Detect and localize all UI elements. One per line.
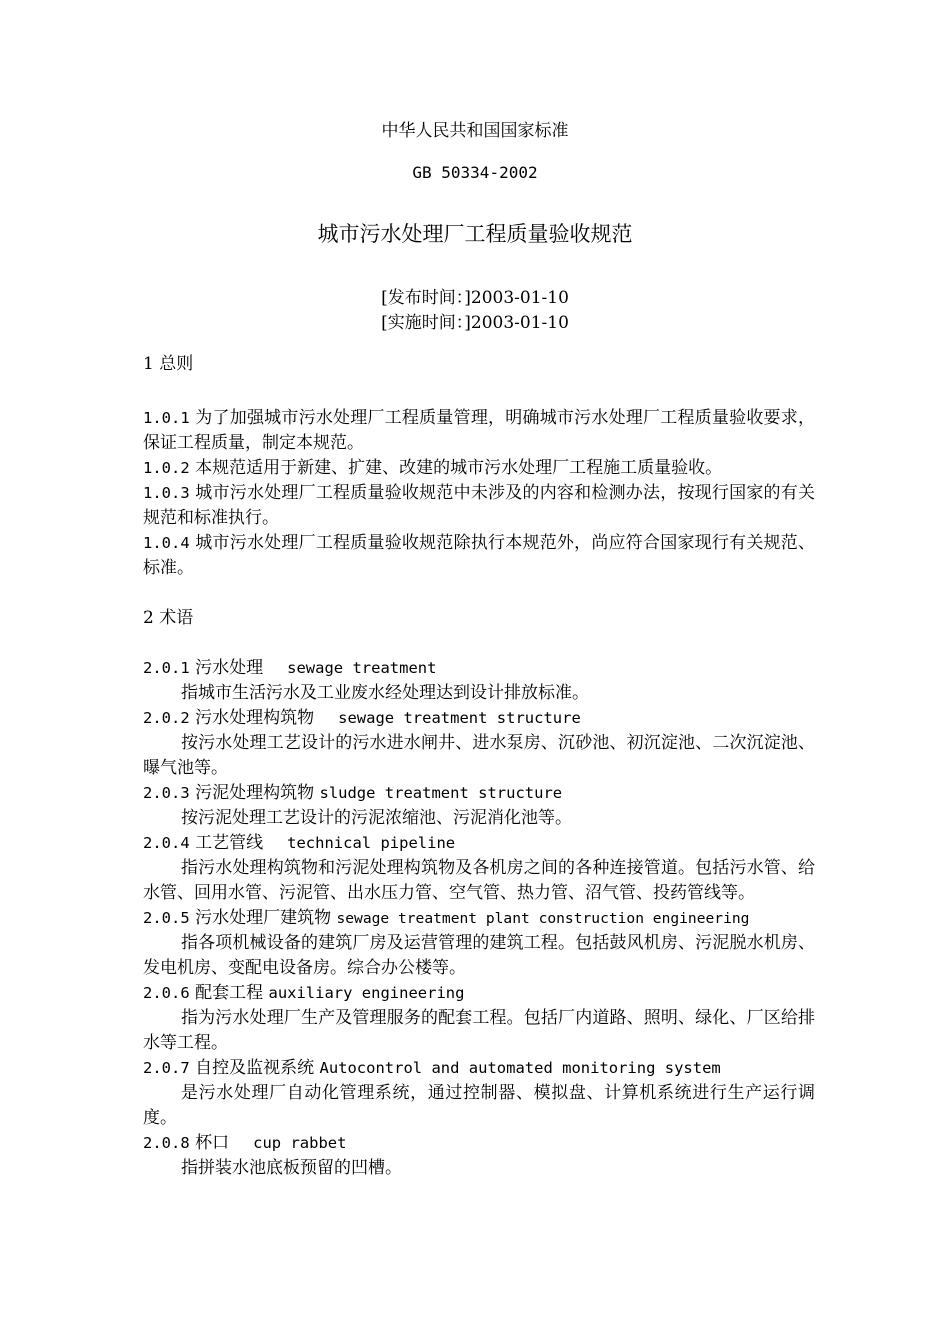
term-english: sewage treatment <box>268 659 437 677</box>
clause-text: 城市污水处理厂工程质量验收规范中未涉及的内容和检测办法，按现行国家的有关规范和标准执行。 <box>143 483 815 528</box>
term-number: 2.0.4 <box>143 834 190 852</box>
clause <box>143 406 815 456</box>
term-name: 污水处理构筑物 <box>195 708 315 728</box>
term-number: 2.0.3 <box>143 784 190 802</box>
term-name: 污泥处理构筑物 <box>195 783 315 803</box>
term-entry <box>143 656 815 681</box>
term-definition: 按污水处理工艺设计的污水进水闸井、进水泵房、沉砂池、初沉淀池、二次沉淀池、曝气池等。 <box>143 733 815 778</box>
term-english: sewage treatment plant construction engineering <box>336 910 750 927</box>
effective-date: [实施时间：]2003-01-10 <box>381 313 569 333</box>
term-definition: 是污水处理厂自动化管理系统，通过控制器、模拟盘、计算机系统进行生产运行调度。 <box>143 1083 815 1128</box>
clause-text: 本规范适用于新建、扩建、改建的城市污水处理厂工程施工质量验收。 <box>195 458 723 478</box>
term-definition: 按污泥处理工艺设计的污泥浓缩池、污泥消化池等。 <box>181 808 572 828</box>
term-english: auxiliary engineering <box>268 984 465 1002</box>
term-number: 2.0.2 <box>143 709 190 727</box>
term-name: 工艺管线 <box>195 833 264 853</box>
term-number: 2.0.5 <box>143 909 190 927</box>
clause <box>143 531 815 581</box>
document-title: 城市污水处理厂工程质量验收规范 <box>317 222 633 246</box>
term-definition: 指各项机械设备的建筑厂房及运营管理的建筑工程。包括鼓风机房、污泥脱水机房、发电机房、变配电设备房。综合办公楼等。 <box>143 933 815 978</box>
standard-code: GB 50334-2002 <box>412 163 538 182</box>
term-name: 配套工程 <box>195 983 264 1003</box>
clause-text: 城市污水处理厂工程质量验收规范除执行本规范外，尚应符合国家现行有关规范、标准。 <box>143 533 815 578</box>
term-definition: 指拼装水池底板预留的凹槽。 <box>181 1158 402 1178</box>
term-english: Autocontrol and automated monitoring system <box>319 1059 721 1077</box>
publish-date: [发布时间：]2003-01-10 <box>381 288 569 308</box>
term-number: 2.0.1 <box>143 659 190 677</box>
section-heading: 2 术语 <box>143 608 194 628</box>
term-name: 污水处理 <box>195 658 264 678</box>
clause-number: 1.0.4 <box>143 534 190 552</box>
term-number: 2.0.8 <box>143 1134 190 1152</box>
term-entry <box>143 1056 815 1081</box>
term-entry <box>143 906 815 931</box>
clause-number: 1.0.1 <box>143 409 190 427</box>
term-name: 自控及监视系统 <box>195 1058 315 1078</box>
clause <box>143 456 815 481</box>
standard-name: 中华人民共和国国家标准 <box>381 121 569 141</box>
term-definition: 指污水处理构筑物和污泥处理构筑物及各机房之间的各种连接管道。包括污水管、给水管、回用水管、污泥管、出水压力管、空气管、热力管、沼气管、投药管线等。 <box>143 858 815 903</box>
term-english: sludge treatment structure <box>319 784 563 802</box>
term-english: sewage treatment structure <box>319 709 581 727</box>
term-entry <box>143 781 815 806</box>
term-number: 2.0.6 <box>143 984 190 1002</box>
term-definition: 指城市生活污水及工业废水经处理达到设计排放标准。 <box>181 683 589 703</box>
term-english: technical pipeline <box>268 834 456 852</box>
clause-number: 1.0.2 <box>143 459 190 477</box>
clause-number: 1.0.3 <box>143 484 190 502</box>
clause <box>143 481 815 531</box>
term-definition: 指为污水处理厂生产及管理服务的配套工程。包括厂内道路、照明、绿化、厂区给排水等工程。 <box>143 1008 815 1053</box>
term-entry <box>143 706 815 731</box>
term-entry <box>143 831 815 856</box>
term-name: 杯口 <box>195 1133 230 1153</box>
section-heading: 1 总则 <box>143 354 194 374</box>
term-name: 污水处理厂建筑物 <box>195 908 332 928</box>
term-english: cup rabbet <box>234 1134 347 1152</box>
term-entry <box>143 1131 815 1156</box>
document-body <box>143 352 815 1181</box>
term-number: 2.0.7 <box>143 1059 190 1077</box>
clause-text: 为了加强城市污水处理厂工程质量管理，明确城市污水处理厂工程质量验收要求，保证工程质量，制定本规范。 <box>143 408 815 453</box>
term-entry <box>143 981 815 1006</box>
